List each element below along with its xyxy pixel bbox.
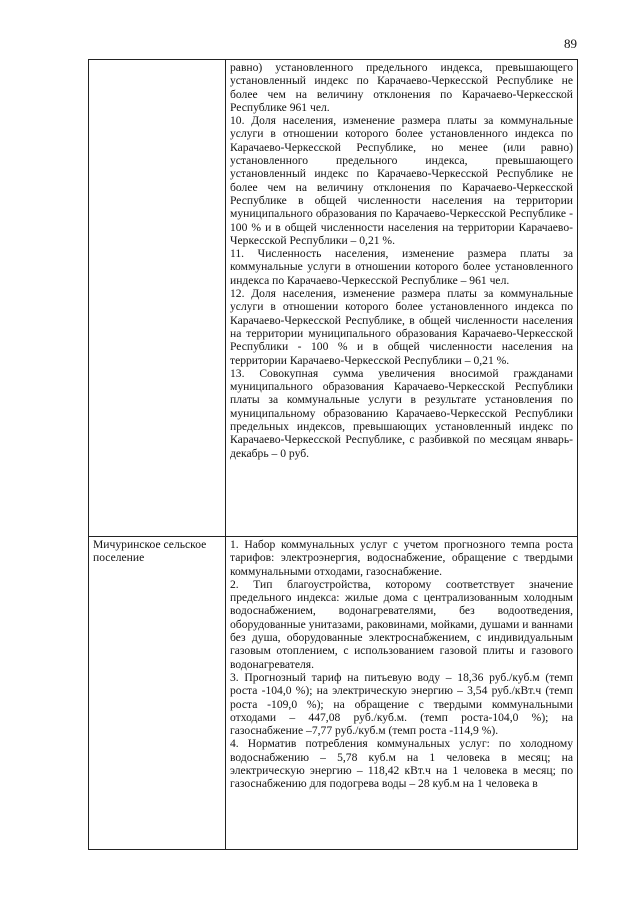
indicator-paragraph: 12. Доля населения, изменение размера платы за коммунальные услуги в отношении которого более установленного индекса по Карачаево-Черкесской Республике, в общей численности населения на территории муниципального образования Карачаево-Черкесской Республики - 100 % и в общей численности населения на территории Карачаево-Черкесской Республики – 0,21 %.: [230, 287, 573, 367]
table-row: [89, 537, 578, 850]
table-row: [89, 60, 578, 537]
indicator-paragraph: 11. Численность населения, изменение размера платы за коммунальные услуги в отношении которого более установленного индекса по Карачаево-Черкесской Республике – 961 чел.: [230, 247, 573, 287]
indicators-cell: [226, 60, 578, 537]
indicator-paragraph: 2. Тип благоустройства, которому соответствует значение предельного индекса: жилые дома с централизованным холодным водоснабжением, водонагревателями, без водоотведения, оборудованные унитазами, раковинами, мойками, душами и ваннами без душа, оборудованные электроснабжением, с индивидуальным газовым отоплением, с использованием газовой плиты и газового водонагревателя.: [230, 577, 573, 671]
indicators-cell: [226, 537, 578, 850]
indicator-paragraph: 13. Совокупная сумма увеличения вносимой гражданами муниципального образования Карачаево-Черкесской Республики платы за коммунальные услуги в результате установления по муниципальному образованию Карачаево-Черкесской Республики предельных индексов, превышающих установленный индекс по Карачаево-Черкесской Республике, с разбивкой по месяцам январь-декабрь – 0 руб.: [230, 366, 573, 460]
indicator-paragraph: 10. Доля населения, изменение размера платы за коммунальные услуги в отношении которого более установленного индекса по Карачаево-Черкесской Республике, но менее (или равно) установленного предельного индекса, превышающего установленный индекс по Карачаево-Черкесской Республике не более чем на величину отклонения по Карачаево-Черкесской Республике в общей численности населения на территории муниципального образования по Карачаево-Черкесской Республике - 100 % и в общей численности населения на территории Карачаево-Черкесской Республики – 0,21 %.: [230, 114, 573, 247]
municipality-cell: Мичуринское сельское поселение: [89, 537, 226, 850]
indicator-paragraph: 4. Норматив потребления коммунальных услуг: по холодному водоснабжению – 5,78 куб.м на 1 человека в месяц; на электрическую энергию – 118,42 кВт.ч на 1 человека в месяц; по газоснабжению для подогрева воды – 28 куб.м на 1 человека в: [230, 737, 573, 791]
indicator-paragraph: равно) установленного предельного индекса, превышающего установленный индекс по Карачаево-Черкесской Республике не более чем на величину отклонения по Карачаево-Черкесской Республике 961 чел.: [230, 61, 573, 114]
page-number: 89: [564, 36, 577, 51]
indicator-paragraph: 1. Набор коммунальных услуг с учетом прогнозного темпа роста тарифов: электроэнергия, водоснабжение, обращение с твердыми коммунальными отходами, газоснабжение.: [230, 538, 573, 578]
municipality-cell: [89, 60, 226, 537]
indices-table: [88, 59, 578, 850]
indicator-paragraph: 3. Прогнозный тариф на питьевую воду – 18,36 руб./куб.м (темп роста -104,0 %); на электрическую энергию – 3,54 руб./кВт.ч (темп роста -109,0 %); на обращение с твердыми коммунальными отходами – 447,08 руб./куб.м. (темп роста-104,0 %); на газоснабжение –7,77 руб./куб.м (темп роста -114,9 %).: [230, 670, 573, 738]
